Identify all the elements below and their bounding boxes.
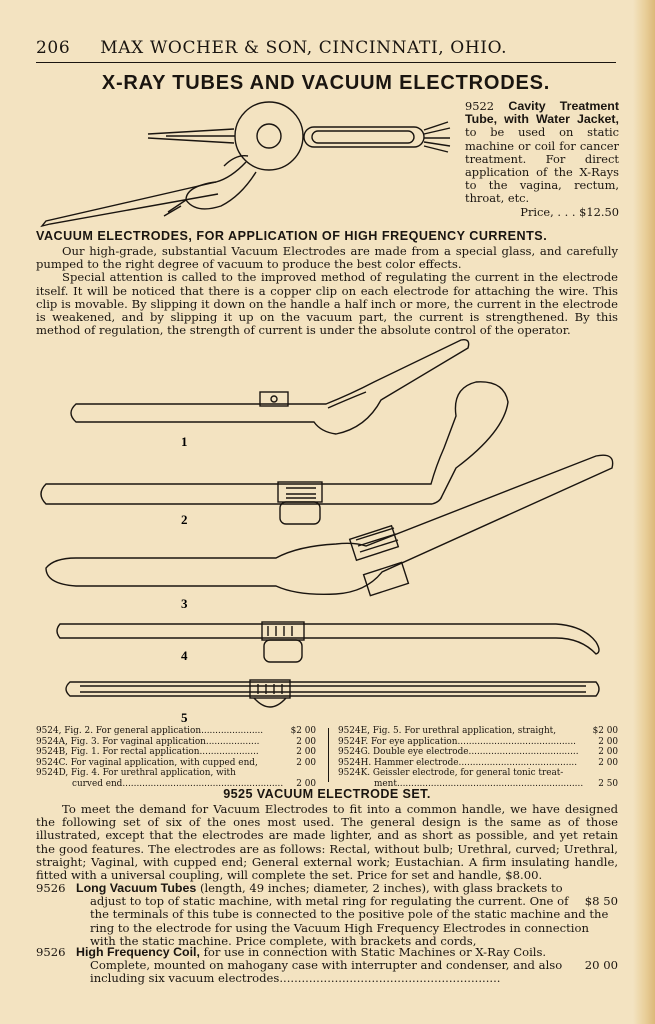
cavity-text: to be used on static machine or coil for cancer treatment. For direct application of the X-Rays to the vagina, rectum, throat, etc.	[465, 125, 619, 206]
table-row: 9524C. For vaginal application, with cupped end, 2 00	[36, 757, 316, 768]
item-name: Long Vacuum Tubes	[76, 881, 197, 895]
electrodes-heading: VACUUM ELECTRODES, FOR APPLICATION OF HIGH FREQUENCY CURRENTS.	[36, 229, 548, 243]
electrodes-intro	[36, 245, 618, 337]
long-vacuum-tubes-entry	[36, 882, 618, 948]
table-row: ment.................................................................. 2 50	[374, 778, 618, 789]
electrode-fig-4	[57, 622, 599, 662]
electrode-fig-5	[66, 680, 599, 707]
price-table-right	[338, 726, 618, 790]
fig-label-2: 2	[181, 512, 188, 527]
electrodes-illustration	[36, 336, 618, 726]
electrode-fig-1	[71, 340, 469, 434]
page-title: X-RAY TUBES AND VACUUM ELECTRODES.	[101, 72, 551, 94]
table-row: 9524, Fig. 2. For general application...................... $2 00	[36, 726, 316, 736]
item-text-2: adjust to top of static machine, with metal ring for regulating the current. One of the terminals of this tube is connected to the positive pole of the static machine and the ring to the electrode for using the Vacuum High Frequency Electrodes in connection with the static machine. Price complete, with brackets and cords,	[90, 894, 609, 948]
intro-paragraph-2: Special attention is called to the improved method of regulating the current in the electrode itself. It will be noticed that there is a copper clip on each electrode for attaching the wire. This clip is movable. By slipping it down on the handle a half inch or more, the current in the electrode is weakened, and by slipping it up on the vacuum part, the current is strengthened. By this method of regulation, the strength of current is under the absolute control of the operator.	[36, 270, 618, 338]
cavity-price-label: Price, . . .	[520, 204, 576, 219]
cavity-tube-illustration	[36, 96, 462, 228]
table-row: 9524D, Fig. 4. For urethral application, with	[36, 768, 236, 779]
header-rule	[36, 62, 616, 63]
running-header	[36, 38, 616, 58]
table-row: 9524K. Geissler electrode, for general tonic treat-	[338, 768, 564, 779]
running-head-title: MAX WOCHER & SON, CINCINNATI, OHIO.	[100, 38, 508, 58]
electrode-set-description	[36, 803, 618, 882]
item-name: High Frequency Coil,	[76, 945, 200, 959]
item-price: $8 50	[584, 894, 618, 909]
table-row: 9524E, Fig. 5. For urethral application, straight, $2 00	[338, 726, 618, 736]
item-text-1: (length, 49 inches; diameter, 2 inches), with glass brackets to	[199, 881, 563, 895]
page-number: 206	[36, 38, 71, 58]
electrode-fig-3	[46, 455, 613, 595]
item-number: 9526	[36, 881, 66, 895]
fig-label-4: 4	[181, 648, 188, 663]
item-text-2: Complete, mounted on mahogany case with interrupter and condenser, and also including six vacuum electrodes............................................................	[90, 958, 563, 986]
electrode-set-paragraph: To meet the demand for Vacuum Electrodes to fit into a common handle, we have designed the following set of six of the ones most used. The general design is the same as of those illustrated, except that the electrodes are made lighter, and as short as possible, and yet retain the good features. The electrodes are as follows: Rectal, without bulb; Urethral, curved; Urethral, straight; Vaginal, with cupped end; General external work; Eustachian. A firm insulating handle, fitted with a universal coupling, will complete the set. Price for set and handle, $8.00.	[36, 802, 618, 883]
cavity-tube-description	[465, 100, 619, 219]
table-row: 9524A, Fig. 3. For vaginal application................... 2 00	[36, 736, 316, 747]
cavity-price-line	[465, 206, 619, 219]
cavity-name: Cavity Treatment Tube, with Water Jacket,	[465, 99, 619, 127]
electrode-fig-2	[41, 382, 508, 524]
cavity-number: 9522	[465, 99, 494, 113]
item-price: 20 00	[584, 958, 618, 973]
table-divider	[328, 728, 329, 782]
table-row: 9524H. Hammer electrode.......................................... 2 00	[338, 757, 618, 768]
fig-label-5: 5	[181, 710, 188, 725]
fig-label-3: 3	[181, 596, 188, 611]
fig-label-1: 1	[181, 434, 188, 449]
table-row: 9524F. For eye application.......................................... 2 00	[338, 736, 618, 747]
page-edge-shadow	[633, 0, 655, 1024]
high-frequency-coil-entry	[36, 946, 618, 986]
electrode-set-heading: 9525 VACUUM ELECTRODE SET.	[223, 787, 431, 801]
cavity-price: $12.50	[579, 204, 619, 219]
intro-paragraph-1: Our high-grade, substantial Vacuum Electrodes are made from a special glass, and carefully pumped to the right degree of vacuum to produce the best color effects.	[36, 244, 618, 272]
item-number: 9526	[36, 945, 66, 959]
item-text-1: for use in connection with Static Machines or X-Ray Coils.	[203, 945, 547, 959]
table-row: 9524G. Double eye electrode....................................... 2 00	[338, 747, 618, 758]
price-table-left	[36, 726, 316, 790]
table-row: 9524B, Fig. 1. For rectal application..................... 2 00	[36, 747, 316, 758]
table-row: curved end......................................................... 2 00	[72, 778, 316, 789]
